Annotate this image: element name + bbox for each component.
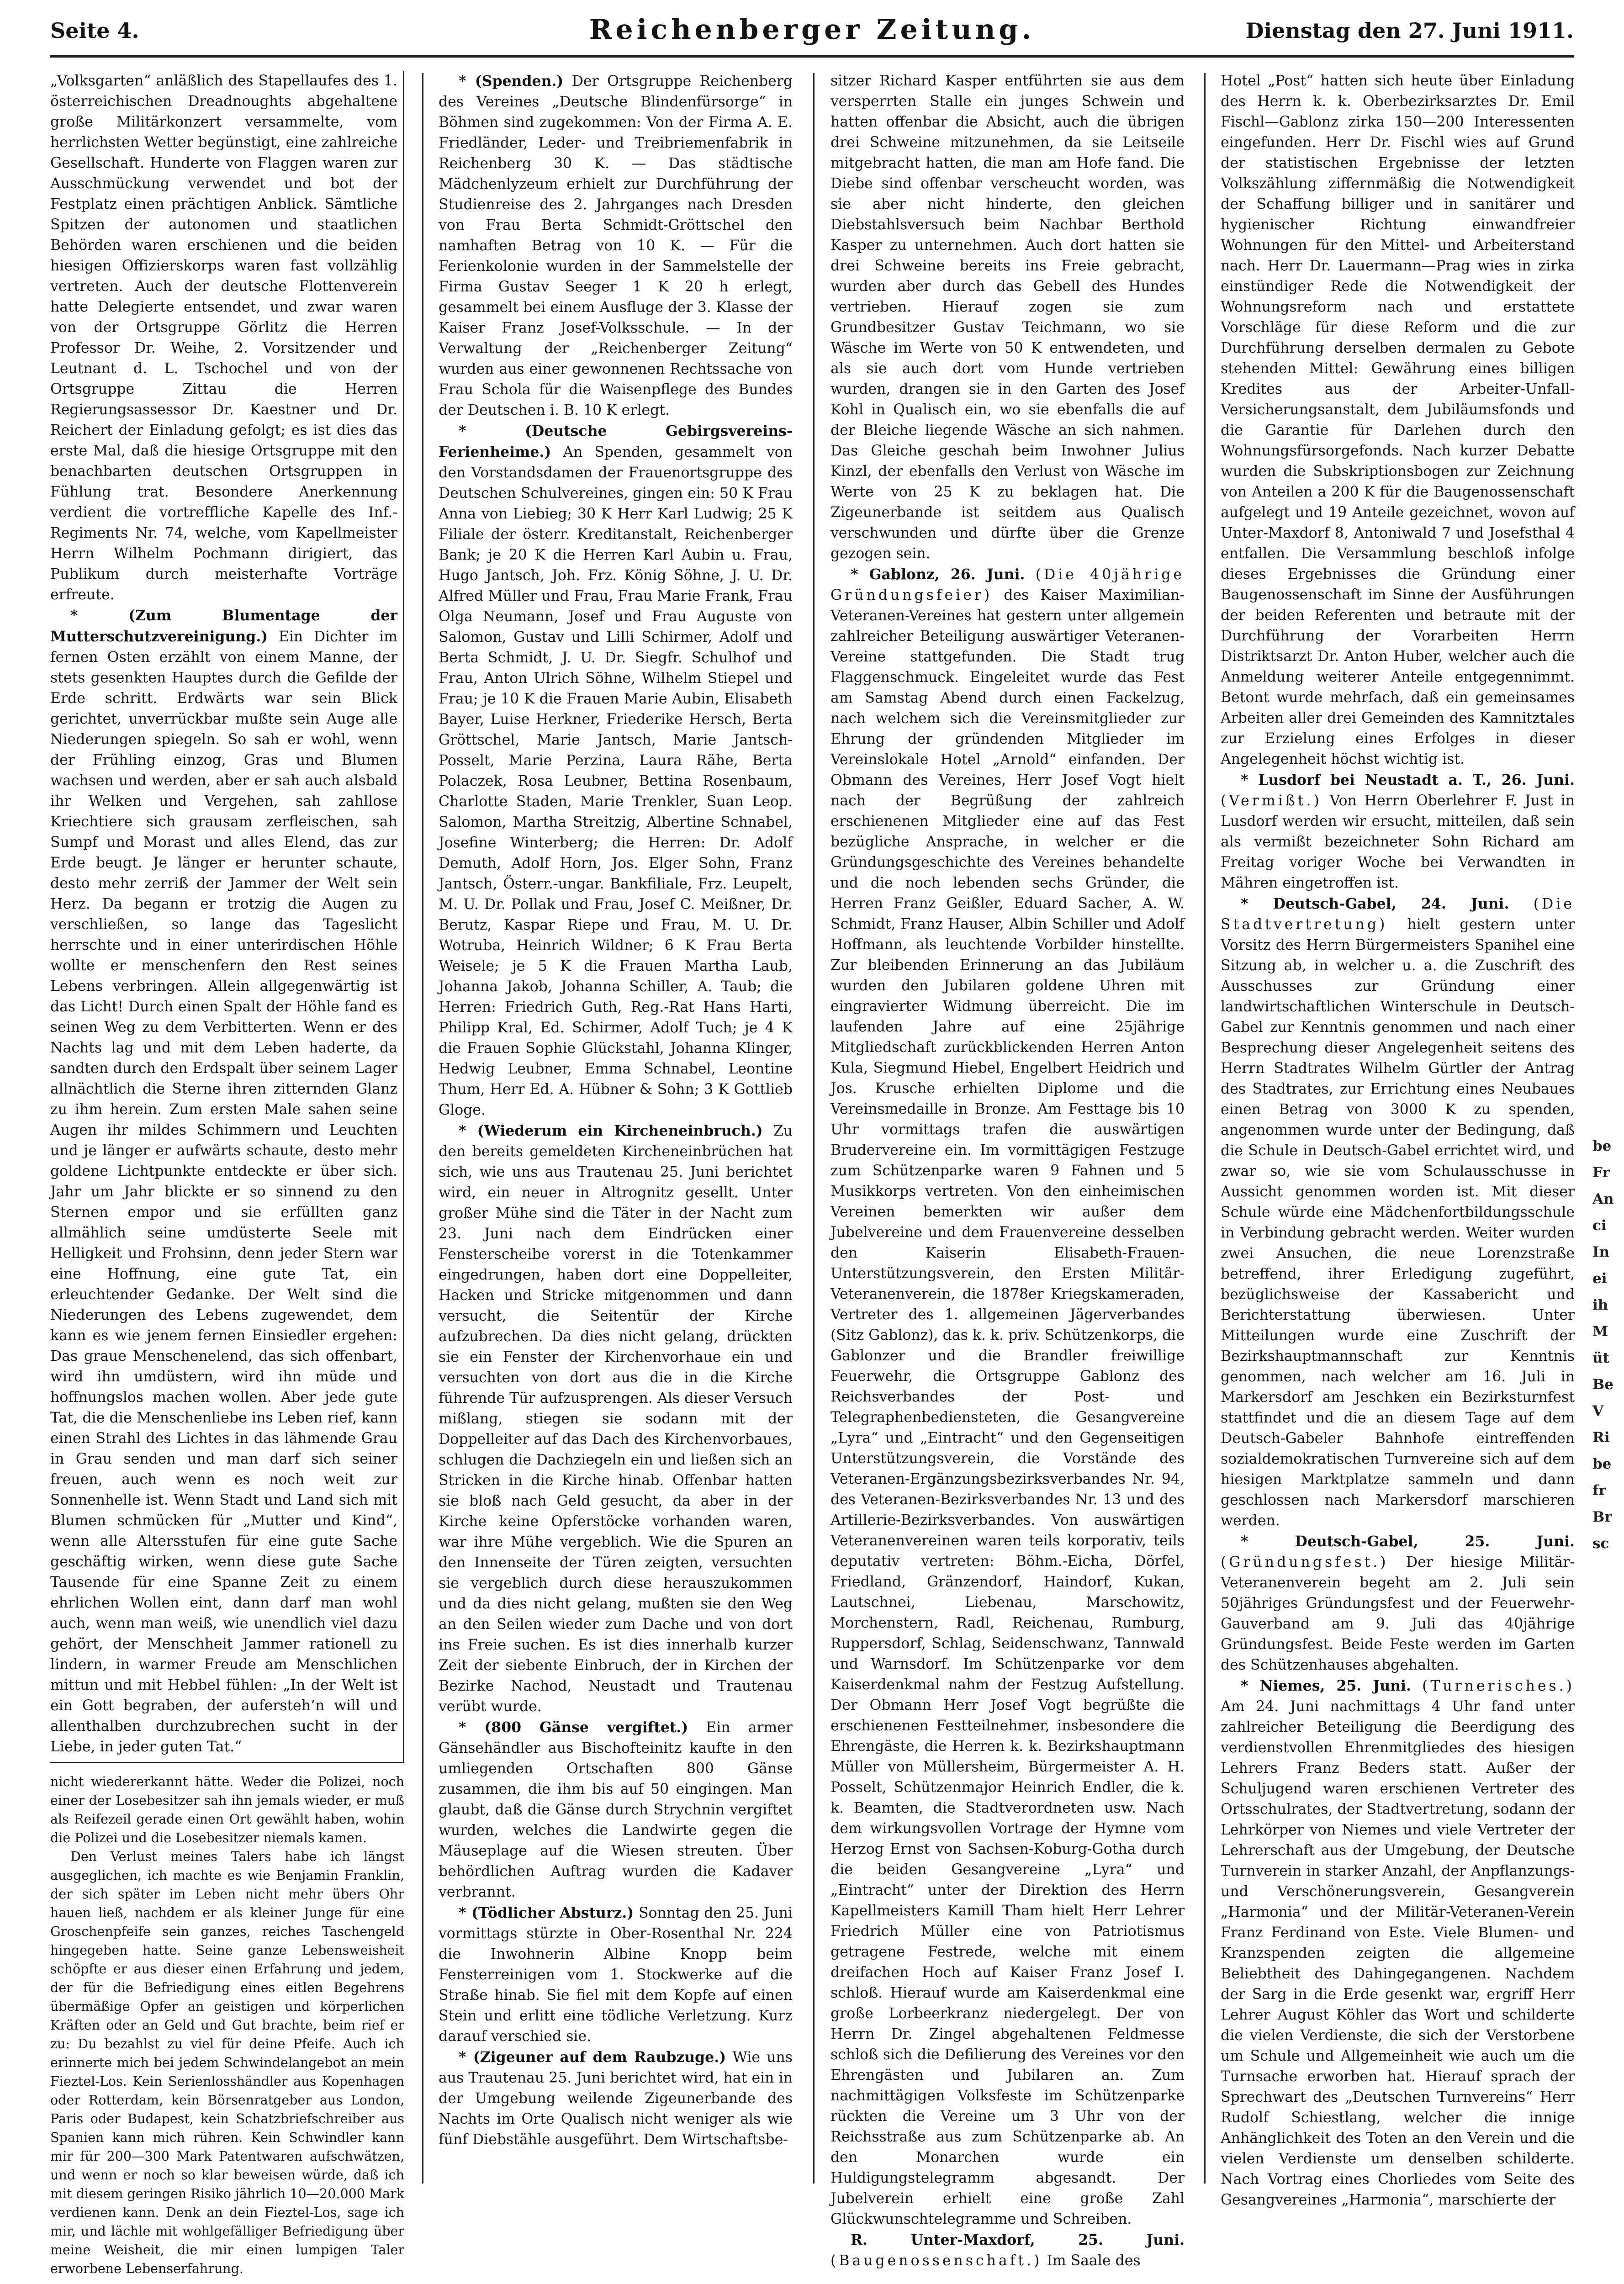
article-heading: * (Tödlicher Absturz.) <box>459 1904 634 1921</box>
article-body: Der hiesige Militär-Veteranenverein begeht am 2. Juli sein 50jähriges Gründungsfest und der Feuerwehr-Gauverband am 9. Juli das 40jährige Gründungsfest. Beide Feste werden im Garten des Schützenhauses abgehalten. <box>1221 1554 1575 1673</box>
article-text <box>439 421 793 1121</box>
article-subject: (Gründungsfest.) <box>1221 1554 1389 1570</box>
feuilleton-section <box>50 1772 404 2284</box>
column-4 <box>1221 71 1575 2208</box>
article-continuation: „Volksgarten“ anläßlich des Stapellaufes des 1. österreichischen Dreadnoughts abgehaltene große Militärkonzert versammelte, vom herrlichsten Wetter begünstigt, eine zahlreiche Gesellschaft. Hunderte von Flaggen waren zur Ausschmückung verwendet und bot der Festplatz einen prächtigen Anblick. Sämtliche Spitzen der autonomen und staatlichen Behörden waren erschienen und die beiden hiesigen Offizierskorps waren fast vollzählig vertreten. Auch der deutsche Flottenverein hatte Delegierte entsendet, und zwar waren von der Ortsgruppe Görlitz die Herren Professor Dr. Weihe, 2. Vorsitzender und Leutnant d. L. Tschochel und von der Ortsgruppe Zittau die Herren Regierungsassessor Dr. Kaestner und Dr. Reichert der Einladung gefolgt; es ist dies das erste Mal, daß die hiesige Ortsgruppe mit den benachbarten deutschen Ortsgruppen in Fühlung trat. Besondere Anerkennung verdient die vortreffliche Kapelle des Inf.-Regiments Nr. 74, welche, vom Kapellmeister Herrn Wilhelm Pochmann dirigiert, das Publikum durch meisterhafte Vorträge erfreute. <box>50 73 397 603</box>
page-number: Seite 4. <box>50 18 139 43</box>
column-1 <box>50 71 405 2276</box>
article-text <box>1221 1531 1575 1676</box>
article-body: Sonntag den 25. Juni vormittags stürzte in Ober-Rosenthal Nr. 224 die Inwohnerin Albine Knopp beim Fensterreinigen vom 1. Stockwerke auf die Straße hinab. Sie fiel mit dem Kopfe auf einen Stein und erlitt eine tödliche Verletzung. Kurz darauf verschied sie. <box>439 1905 793 2045</box>
cutoff-fragment: M <box>1592 1323 1608 1340</box>
column-rule <box>422 73 423 2184</box>
article-subject: (Vermißt.) <box>1221 793 1322 809</box>
article-text <box>831 2230 1185 2271</box>
cutoff-fragment: In <box>1592 1244 1610 1260</box>
article-text <box>439 71 793 421</box>
article-text <box>50 605 397 1757</box>
article-subject: (Baugenossenschaft.) <box>831 2252 1042 2269</box>
article-dateline: * Niemes, 25. Juni. <box>1241 1677 1411 1694</box>
cutoff-fragment: Fr <box>1592 1164 1610 1181</box>
article-body: Ein armer Gänsehändler aus Bischofteinitz kaufte in den umliegenden Ortschaften 800 Gänse zusammen, die ihm bis auf 50 eingingen. Man glaubt, daß die Gänse durch Strychnin vergiftet wurden, welches die Landwirte gegen die Mäuseplage auf die Wiesen streuten. Über behördlichen Auftrag wurden die Kadaver verbrannt. <box>439 1719 793 1900</box>
article-heading: * (Deutsche Gebirgsvereins-Ferienheime.) <box>439 423 793 460</box>
article-body: Am 24. Juni nachmittags 4 Uhr fand unter zahlreicher Beteiligung die Beerdigung des verdienstvollen Ehrenmitgliedes des hiesigen Lehrers Franz Beders statt. Außer der Schuljugend waren erschienen Vertreter des Ortsschulrates, der Stadtvertretung, sodann der Lehrkörper von Niemes und viele Vertreter der Lehrerschaft aus der Umgebung, der Deutsche Turnverein in starker Anzahl, der Anpflanzungs- und Verschönerungsverein, Gesangverein „Harmonia“ und der Militär-Veteranen-Verein Franz Ferdinand von Este. Viele Blumen- und Kranzspenden zeigten die allgemeine Beliebtheit des Dahingegangenen. Nachdem der Sarg in die Erde gesenkt war, ergriff Herr Lehrer August Köhler das Wort und schilderte die vielen Verdienste, die sich der Verstorbene um Schule und Allgemeinheit wie auch um die Turnsache erworben hat. Hierauf sprach der Sprechwart des „Deutschen Turnvereins“ Herr Rudolf Schiestlang, welcher die innige Anhänglichkeit des Toten an den Verein und die vielen Verdienste um denselben schilderte. Nach Vortrag eines Chorliedes vom Seite des Gesangvereines „Harmonia“, marschierte der <box>1221 1698 1575 2208</box>
article-heading: * (Zum Blumentage der Mutterschutzvereinigung.) <box>50 607 397 645</box>
column-rule <box>1204 73 1206 2184</box>
article-subject: (Die 40jährige Gründungsfeier) <box>831 566 1185 603</box>
article-text <box>1221 894 1575 1531</box>
article-body: des Kaiser Maximilian-Veteranen-Vereines hat gestern unter allgemein zahlreicher Beteiligung auswärtiger Veteranen-Vereine stattgefunden. Die Stadt trug Flaggenschmuck. Eingeleitet wurde das Fest am Samstag Abend durch einen Fackelzug, nach welchem sich die Vereinsmitglieder zur Ehrung der gründenden Mitglieder im Vereinslokale Hotel „Arnold“ einfanden. Der Obmann des Vereines, Herr Josef Vogt hielt nach der Begrüßung der zahlreich erschienenen Mitglieder eine auf das Fest bezügliche Ansprache, in welcher er die Gründungsgeschichte des Vereines behandelte und die noch lebenden sechs Gründer, die Herren Franz Geißler, Eduard Sacher, A. W. Schmidt, Franz Hauser, Albin Schiller und Adolf Hoffmann, als leuchtende Vorbilder hinstellte. Zur bleibenden Erinnerung an das Jubiläum wurden den Jubilaren goldene Uhren mit eingravierter Widmung überreicht. Die im laufenden Jahre auf eine 25jährige Mitgliedschaft zurückblickenden Herren Anton Kula, Siegmund Hiebel, Engelbert Heidrich und Jos. Krusche erhielten Diplome und die Vereinsmedaille in Bronze. Am Festtage bis 10 Uhr vormittags trafen die auswärtigen Brudervereine ein. Im vormittägigen Festzuge zum Schützenparke waren 9 Fahnen und 5 Musikkorps vertreten. Von den einheimischen Vereinen bemerkten wir außer dem Jubelvereine und dem Frauenvereine desselben den Kaiserin Elisabeth-Frauen-Unterstützungsverein, den Ersten Militär-Veteranenverein, die 1878er Kriegskameraden, Vertreter des 1. allgemeinen Jägerverbandes (Sitz Gablonz), das k. k. priv. Schützenkorps, die Gablonzer und die Brandler freiwillige Feuerwehr, die Ortsgruppe Gablonz des Reichsverbandes der Post- und Telegraphenbediensteten, die Gesangvereine „Lyra“ und „Eintracht“ und den Gegenseitigen Unterstützungsverein, die Vorstände des Veteranen-Ergänzungsbezirksverbandes Nr. 94, des Veteranen-Bezirksverbandes Nr. 13 und des Artillerie-Bezirksverbandes. Von auswärtigen Veteranenvereinen waren teils korporativ, teils deputativ vertreten: Böhm.-Eicha, Dörfel, Friedland, Gränzendorf, Haindorf, Kukan, Lautschnei, Liebenau, Marschowitz, Morchenstern, Radl, Reichenau, Rumburg, Ruppersdorf, Schlag, Seidenschwanz, Tannwald und Warnsdorf. Im Schützenparke vor dem Kaiserdenkmal nahm der Festzug Aufstellung. Der Obmann Herr Josef Vogt begrüßte die erschienenen Festteilnehmer, insbesondere die Ehrengäste, die Herren k. k. Bezirkshauptmann Müller von Müllersheim, Bürgermeister A. H. Posselt, Schützenmajor Heinrich Endler, die k. k. Beamten, die Stadtverordneten usw. Nach dem wirkungsvollen Vortrage der Hymne vom Herzog Ernst von Sachsen-Koburg-Gotha durch die beiden Gesangvereine „Lyra“ und „Eintracht“ unter der Direktion des Herrn Kapellmeisters Kamill Tham hielt Herr Lehrer Friedrich Müller eine von Patriotismus getragene Festrede, welche mit einem dreifachen Hoch auf Kaiser Franz Josef I. schloß. Hierauf wurde am Kaiserdenkmal eine große Lorbeerkranz niedergelegt. Der von Herrn Dr. Zingel abgehaltenen Feldmesse schloß sich die Defilierung des Vereines vor den Ehrengästen und Jubilaren an. Zum nachmittägigen Volksfeste im Schützenparke rückten die Vereine um 3 Uhr von der Reichsstraße aus zum Schützenparke ab. An den Monarchen wurde ein Huldigungstelegramm abgesandt. Der Jubelverein erhielt eine große Zahl Glückwunschtelegramme und Schreiben. <box>831 587 1185 2227</box>
article-heading: * (Spenden.) <box>459 73 564 90</box>
cutoff-fragment: Ri <box>1592 1429 1610 1446</box>
article-continuation: Hotel „Post“ hatten sich heute über Einladung des Herrn k. k. Oberbezirksarztes Dr. Emil Fischl—Gablonz zirka 150—200 Interessenten eingefunden. Herr Dr. Fischl wies auf Grund der statistischen Ergebnisse der letzten Volkszählung ziffernmäßig die Notwendigkeit der Schaffung billiger und in sanitärer und hygienischer Richtung einwandfreier Wohnungen für den Mittel- und Arbeiterstand nach. Herr Dr. Lauermann—Prag wies in zirka einstündiger Rede die Notwendigkeit der Wohnungsreform nach und erstattete Vorschläge für diese Reform und die zur Durchführung derselben dermalen zu Gebote stehenden Mittel: Gewährung eines billigen Kredites aus der Arbeiter-Unfall-Versicherungsanstalt, dem Jubiläumsfonds und die Garantie für Darlehen durch den Wohnungsfürsorgefonds. Nach kurzer Debatte wurden die Subskriptionsbogen zur Zeichnung von Anteilen a 200 K für die Baugenossenschaft aufgelegt und 19 Anteile gezeichnet, wovon auf Unter-Maxdorf 8, Antoniwald 7 und Josefsthal 4 entfallen. Die Versammlung beschloß infolge dieses Ergebnisses die Gründung einer Baugenossenschaft im Sinne der Ausführungen der beiden Referenten und betraute mit der Durchführung der Vorarbeiten Herrn Distriktsarzt Dr. Anton Huber, welcher auch die Anmeldung weiterer Anteile entgegennimmt. Betont wurde mehrfach, daß ein gemeinsames Arbeiten aller drei Gemeinden des Kamnitztales zur Erzielung eines Erfolges in dieser Angelegenheit höchst wichtig ist. <box>1221 73 1575 767</box>
article-text <box>831 564 1185 2230</box>
feuilleton-paragraph: nicht wiedererkannt hätte. Weder die Polizei, noch einer der Losebesitzer sah ihn jemals wieder, er muß als Reifezeil gerade einen Ort gewählt haben, wohin die Polizei und die Losebesitzer niemals kamen. <box>50 1774 404 1845</box>
cutoff-fragment: V <box>1592 1403 1604 1419</box>
column-2 <box>439 71 793 2181</box>
cutoff-fragment: Br <box>1592 1509 1612 1525</box>
cutoff-fragment: be <box>1592 1138 1612 1154</box>
cutoff-adjacent-text <box>1592 1133 1624 1909</box>
cutoff-fragment: Be <box>1592 1376 1613 1393</box>
feuilleton-paragraph: Den Verlust meines Talers habe ich längst ausgeglichen, ich machte es wie Benjamin Franklin, der sich später im Leben nicht mehr übers Ohr hauen ließ, nachdem er als kleiner Junge für eine Groschenpfeife sein ganzes, reiches Taschengeld hingegeben hatte. Seine ganze Lebensweisheit schöpfte er aus dieser einen Erfahrung und jedem, der für die Befriedigung eines eitlen Begehrens übermäßige Opfer an geistigen und körperlichen Kräften oder an Geld und Gut brachte, beim rief er zu: Du bezahlst zu viel für deine Pfeife. Auch ich erinnerte mich bei jedem Schwindelangebot an mein Fieztel-Los. Kein Serienlosshändler aus Kopenhagen oder Rotterdam, kein Börsenratgeber aus London, Paris oder Budapest, kein Schatzbriefschreiber aus Spanien kann mich rühren. Kein Schwindler kann mir für 200—300 Mark Patentwaren aufschwätzen, und wenn er noch so klar beweisen würde, daß ich mit diesem geringen Risiko jährlich 10—20.000 Mark verdienen kann. Denk an dein Fieztel-Los, sage ich mir, und lächle mit wohlgefälliger Befriedigung über meine Weisheit, die mir einen lumpigen Taler erworbene Lebenserfahrung. <box>50 1849 405 2276</box>
article-subject: (Die Stadtvertretung) <box>1221 896 1575 933</box>
article-dateline: R. Unter-Maxdorf, 25. Juni. <box>851 2231 1185 2248</box>
cutoff-fragment: An <box>1592 1191 1614 1207</box>
cutoff-fragment: ci <box>1592 1217 1607 1234</box>
article-subject: (Turnerisches.) <box>1422 1678 1575 1694</box>
article-text <box>439 1903 793 2047</box>
article-text <box>1221 770 1575 894</box>
article-text <box>439 1717 793 1903</box>
column-rule <box>813 73 815 2184</box>
article-dateline: * Deutsch-Gabel, 25. Juni. <box>1241 1533 1575 1550</box>
article-dateline: * Gablonz, 26. Juni. <box>851 566 1025 583</box>
column-3 <box>831 71 1185 2269</box>
cutoff-fragment: be <box>1592 1456 1612 1472</box>
article-body: Wie uns aus Trautenau 25. Juni berichtet wird, hat ein in der Umgebung weilende Zigeunerbande des Nachts im Orte Qualisch nicht weniger als wie fünf Diebstähle ausgeführt. Dem Wirtschaftsbe- <box>439 2049 793 2148</box>
article-body: Von Herrn Oberlehrer F. Just in Lusdorf werden wir ersucht, mitteilen, daß sein als vermißt bezeichneter Sohn Richard am Freitag voriger Woche bei Verwandten in Mähren eingetroffen ist. <box>1221 793 1575 891</box>
cutoff-fragment: ei <box>1592 1270 1607 1287</box>
article-continuation: sitzer Richard Kasper entführten sie aus dem versperrten Stalle ein junges Schwein und hatten offenbar die Absicht, auch die übrigen drei Schweine mitzunehmen, da sie Leitseile mitgebracht hatten, die man am Hofe fand. Die Diebe sind offenbar verscheucht worden, was sie aber nicht hinderte, den gleichen Diebstahlsversuch beim Nachbar Berthold Kasper zu unternehmen. Auch dort hatten sie drei Schweine bereits ins Freie gebracht, wurden aber durch das Gebell des Hundes vertrieben. Hierauf zogen sie zum Grundbesitzer Gustav Teichmann, wo sie Wäsche im Werte von 50 K entwendeten, und als sie auch dort vom Hunde vertrieben wurden, drangen sie in den Garten des Josef Kohl in Qualisch ein, wo sie ebenfalls die auf der Bleiche liegende Wäsche an sich nahmen. Das Gleiche geschah beim Inwohner Julius Kinzl, der ebenfalls den Verlust von Wäsche im Werte von 25 K zu beklagen hat. Die Zigeunerbande ist seitdem aus Qualisch verschwunden und dürfte über die Grenze gezogen sein. <box>831 73 1185 562</box>
article-text <box>439 2047 793 2150</box>
page-header <box>50 14 1574 58</box>
boxed-article <box>50 71 404 1763</box>
cutoff-fragment: ih <box>1592 1297 1608 1313</box>
article-body: Ein Dichter im fernen Osten erzählt von einem Manne, der stets gesenkten Hauptes durch die Gefilde der Erde schritt. Erdwärts war sein Blick gerichtet, unverrückbar mußte sein Auge alle Niederungen spiegeln. So sah er wohl, wenn der Frühling einzog, Gras und Blumen wachsen und werden, aber er sah auch alsbald ihr Welken und Vergehen, sah zahllose Kriechtiere sich grausam zerfleischen, sah Sumpf und Morast und alles Elend, das zur Erde beugt. Je länger er herunter schaute, desto mehr zerriß der Jammer der Welt sein Herz. Da begann er trotzig die Augen zu verschließen, so lange das Tageslicht herrschte und in einer unterirdischen Höhle wollte er menschenfern den Rest seines Lebens verbringen. Allein allgegenwärtig ist das Licht! Durch einen Spalt der Höhle fand es seinen Weg zu dem Verbitterten. Wenn er des Nachts lag und mit dem Leben haderte, da sandten durch den Erdspalt über seinem Lager allnächtlich die Sterne ihren zitternden Glanz zu ihm herein. Zum ersten Male sahen seine Augen ihr mildes Schimmern und Leuchten und je länger er aufwärts schaute, desto mehr goldene Lichtpunkte entdeckte er über sich. Jahr um Jahr blickte er so sinnend zu den Sternen empor und sie erfüllten ganz allmählich seine umdüsterte Seele mit Helligkeit und Frohsinn, denn jeder Stern war eine Hoffnung, eine gute Tat, ein erleuchtender Gedanke. Der Welt sind die Niederungen des Lebens zugewendet, dem kann es wie jenem fernen Einsiedler ergehen: Das graue Menschenelend, das sich offenbart, wird ihn umdüstern, wird ihn müde und hoffnungslos machen wollen. Aber jede gute Tat, die die Menschenliebe ins Leben rief, kann einen Strahl des Lichtes in das lähmende Grau in Grau senden und man darf sich seiner freuen, auch wenn es noch weit zur Sonnenhelle ist. Wenn Stadt und Land sich mit Blumen schmücken für „Mutter und Kind“, wenn alle Altersstufen für eine gute Sache geschäftig wirken, wenn diese gute Sache Tausende für eine Spanne Zeit zu einem ehrlichen Wollen eint, dann darf man wohl auch, wenn man weiß, wie unendlich viel dazu gehört, der Menschheit Jammer rationell zu lindern, in warmer Freude am Menschlichen mittun und mit Hebbel fühlen: „In der Welt ist ein Gott begraben, der aufersteh’n will und allenthalben durchzubrechen sucht in der Liebe, in jeder guten Tat.“ <box>50 629 397 1755</box>
article-heading: * (800 Gänse vergiftet.) <box>459 1719 688 1736</box>
article-body: Der Ortsgruppe Reichenberg des Vereines „Deutsche Blindenfürsorge“ in Böhmen sind zugekommen: Von der Firma A. E. Friedländer, Leder- und Treibriemenfabrik in Reichenberg 30 K. — Das städtische Mädchenlyzeum erhielt zur Durchführung der Studienreise des 2. Jahrganges nach Dresden von Frau Berta Schmidt-Gröttschel den namhaften Betrag von 10 K. — Für die Ferienkolonie wurden in der Sammelstelle der Firma Gustav Seeger 1 K 20 h erlegt, gesammelt bei einem Ausfluge der 3. Klasse der Kaiser Franz Josef-Volksschule. — In der Verwaltung der „Reichenberger Zeitung“ wurden aus einer gewonnenen Rechtssache von Frau Schola für die Waisenpflege des Bundes der Deutschen i. B. 10 K erlegt. <box>439 73 793 418</box>
article-body: hielt gestern unter Vorsitz des Herrn Bürgermeisters Spanihel eine Sitzung ab, in welcher u. a. die Zuschrift des Ausschusses zur Gründung einer landwirtschaftlichen Winterschule in Deutsch-Gabel zur Kenntnis genommen und nach einer Besprechung dieser Angelegenheit seitens des Herrn Stadtrates Wilhelm Gürtler der Antrag des Stadtrates, zur Errichtung eines Neubaues einen Betrag von 3000 K zu spenden, angenommen wurde unter der Bedingung, daß die Schule in Deutsch-Gabel errichtet wird, und zwar so, wie sie vom Schulausschusse in Aussicht genommen worden ist. Mit dieser Schule würde eine Mädchenfortbildungsschule in Verbindung gebracht werden. Weiter wurden zwei Ansuchen, die neue Lorenzstraße betreffend, ihrer Erledigung zugeführt, bezüglichsweise der Kassabericht und Berichterstattung überwiesen. Unter Mitteilungen wurde eine Zuschrift der Bezirkshauptmannschaft zur Kenntnis genommen, nach welcher am 16. Juli in Markersdorf am Jeschken ein Bezirksturnfest stattfindet und die an diesem Tage auf dem Deutsch-Gabeler Bahnhofe eintreffenden sozialdemokratischen Turnvereine sich auf dem hiesigen Marktplatze sammeln und dann geschlossen nach Markersdorf marschieren werden. <box>1221 916 1575 1529</box>
cutoff-fragment: sc <box>1592 1535 1609 1552</box>
article-text <box>439 1121 793 1717</box>
article-body: An Spenden, gesammelt von den Vorstandsdamen der Frauenortsgruppe des Deutschen Schulvereines, gingen ein: 50 K Frau Anna von Liebieg; 30 K Herr Karl Ludwig; 25 K Filiale der österr. Kreditanstalt, Reichenberger Bank; je 20 K die Herren Karl Aubin u. Frau, Hugo Jantsch, Joh. Frz. König Söhne, J. U. Dr. Alfred Müller und Frau, Frau Marie Frank, Frau Olga Neumann, Josef und Frau Auguste von Salomon, Gustav und Lilli Schirmer, Adolf und Berta Schmidt, J. U. Dr. Siegfr. Schulhof und Frau, Anton Ulrich Söhne, Wilhelm Stiepel und Frau; je 10 K die Frauen Marie Aubin, Elisabeth Bayer, Luise Herkner, Friederike Hersch, Berta Gröttschel, Marie Jantsch, Marie Jantsch-Posselt, Marie Perzina, Laura Rähe, Berta Polaczek, Rosa Leubner, Bettina Rosenbaum, Charlotte Staden, Marie Trenkler, Suan Leop. Salomon, Martha Streitzig, Albertine Schnabel, Josefine Winterberg; die Herren: Dr. Adolf Demuth, Adolf Horn, Jos. Elger Sohn, Franz Jantsch, Österr.-ungar. Bankfiliale, Frz. Leupelt, M. U. Dr. Pollak und Frau, Josef C. Meißner, Dr. Berutz, Kaspar Riepe und Frau, M. U. Dr. Wotruba, Heinrich Wildner; 6 K Frau Berta Weisele; je 5 K die Frauen Martha Laub, Johanna Jakob, Johanna Schiller, A. Taub; die Herren: Friedrich Guth, Reg.-Rat Hans Harti, Philipp Kral, Ed. Schirmer, Adolf Tuch; je 4 K die Frauen Sophie Glückstahl, Johanna Klinger, Hedwig Leubner, Emma Schnabel, Leontine Thum, Herr Ed. A. Hübner & Sohn; 3 K Gottlieb Gloge. <box>439 444 793 1118</box>
masthead: Reichenberger Zeitung. <box>589 14 1035 46</box>
article-dateline: * Lusdorf bei Neustadt a. T., 26. Juni. <box>1241 772 1575 788</box>
article-heading: * (Wiederum ein Kircheneinbruch.) <box>459 1122 763 1139</box>
issue-date: Dienstag den 27. Juni 1911. <box>1245 18 1574 43</box>
article-body: Im Saale des <box>1047 2252 1141 2269</box>
cutoff-fragment: fr <box>1592 1482 1606 1499</box>
cutoff-fragment: üt <box>1592 1350 1609 1366</box>
article-body: Zu den bereits gemeldeten Kircheneinbrüchen hat sich, wie uns aus Trautenau 25. Juni berichtet wird, ein neuer in Altrognitz gesellt. Unter großer Mühe sind die Täter in der Nacht zum 23. Juni nach dem Eindrücken einer Fensterscheibe vorerst in die Totenkammer eingedrungen, haben dort eine Doppelleiter, Hacken und Stricke mitgenommen und dann versucht, die Seitentür der Kirche aufzubrechen. Da dies nicht gelang, drückten sie ein Fenster der Kirchenvorhaue ein und versuchten von dort aus die in die Kirche führende Tür aufzusprengen. Als dieser Versuch mißlang, stiegen sie sodann mit der Doppelleiter auf das Dach des Kirchenvorbaues, schlugen die Dachziegeln ein und ließen sich an Stricken in die Kirche hinab. Offenbar hatten sie bloß nach Geld gesucht, da aber in der Kirche keine Opferstöcke vorhanden waren, war ihre Mühe vergeblich. Wie die Spuren an den Innenseite der Türen zeigten, versuchten sie vergeblich durch diese herauszukommen und da dies nicht gelang, mußten sie den Weg an den Seilen wieder zum Dache und von dort ins Freie suchen. Es ist dies innerhalb kurzer Zeit der siebente Einbruch, der in Kirchen der Bezirke Nachod, Neustadt und Trautenau verübt wurde. <box>439 1123 793 1715</box>
article-heading: * (Zigeuner auf dem Raubzuge.) <box>459 2049 726 2066</box>
article-dateline: * Deutsch-Gabel, 24. Juni. <box>1241 895 1509 912</box>
article-text <box>1221 1676 1575 2210</box>
